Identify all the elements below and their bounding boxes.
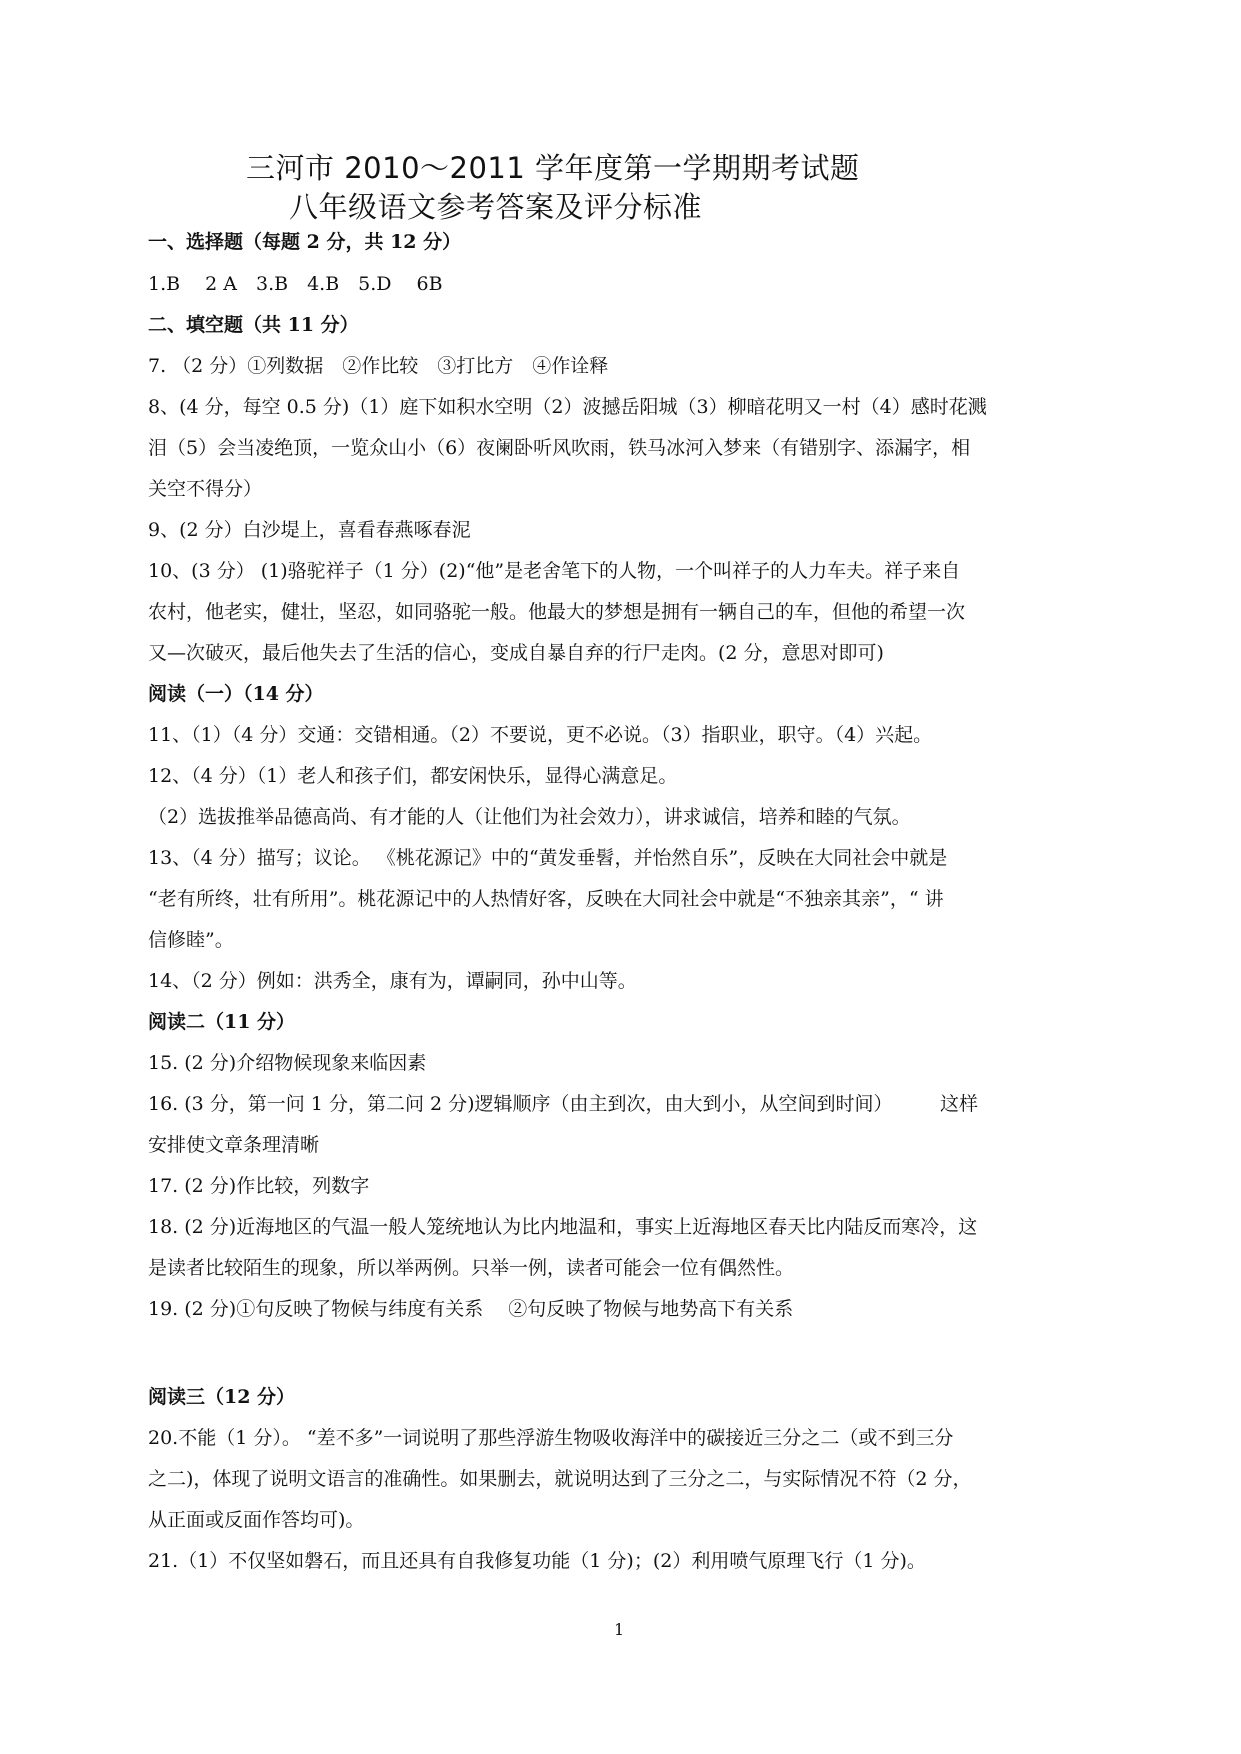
answer-line: 17. (2 分)作比较，列数字 (148, 1175, 370, 1197)
answer-line: 13、（4 分）描写；议论。 《桃花源记》中的“黄发垂髫，并怡然自乐”，反映在大同社会中就是 (148, 847, 948, 869)
answer-line: 12、（4 分）（1）老人和孩子们，都安闲快乐，显得心满意足。 (148, 765, 678, 787)
answer-line: 泪（5）会当凌绝顶，一览众山小（6）夜阑卧听风吹雨，铁马冰河入梦来（有错别字、添漏字，相 (148, 437, 971, 459)
answer-line: 信修睦”。 (148, 929, 234, 951)
answer-line: 14、（2 分）例如：洪秀全，康有为，谭嗣同，孙中山等。 (148, 970, 637, 992)
answer-line: “老有所终，壮有所用”。桃花源记中的人热情好客，反映在大同社会中就是“不独亲其亲”，“ 讲 (148, 888, 944, 910)
answer-line: 16. (3 分，第一问 1 分，第二问 2 分)逻辑顺序（由主到次，由大到小，从空间到时间） 这样 (148, 1093, 979, 1115)
document-title: 三河市 2010～2011 学年度第一学期期考试题 (246, 151, 860, 185)
answer-line: 20.不能（1 分）。 “差不多”一词说明了那些浮游生物吸收海洋中的碳接近三分之二（或不到三分 (148, 1427, 954, 1449)
answer-line: 是读者比较陌生的现象，所以举两例。只举一例，读者可能会一位有偶然性。 (148, 1257, 795, 1279)
section-heading-reading3: 阅读三（12 分） (148, 1386, 296, 1408)
answer-line: 安排使文章条理清晰 (148, 1134, 320, 1156)
answer-line: 15. (2 分)介绍物候现象来临因素 (148, 1052, 427, 1074)
answer-line: 10、(3 分） (1)骆驼祥子（1 分）(2)“他”是老舍笔下的人物，一个叫祥子的人力车夫。祥子来自 (148, 560, 961, 582)
answer-line: （2）选拔推举品德高尚、有才能的人（让他们为社会效力），讲求诚信，培养和睦的气氛。 (148, 806, 911, 828)
answer-line: 21.（1）不仅坚如磐石，而且还具有自我修复功能（1 分)；(2）利用喷气原理飞行（1 分)。 (148, 1550, 926, 1572)
section-heading-choice: 一、选择题（每题 2 分，共 12 分） (148, 231, 462, 253)
answer-line: 9、(2 分）白沙堤上，喜看春燕啄春泥 (148, 519, 471, 541)
answer-line: 又—次破灭，最后他失去了生活的信心，变成自暴自弃的行尸走肉。(2 分，意思对即可) (148, 642, 884, 664)
answer-line: 19. (2 分)①句反映了物候与纬度有关系 ②句反映了物候与地势高下有关系 (148, 1298, 794, 1320)
section-heading-fill: 二、填空题（共 11 分） (148, 314, 359, 336)
answer-line: 从正面或反面作答均可)。 (148, 1509, 365, 1531)
answer-line: 1.B 2 A 3.B 4.B 5.D 6B (148, 273, 443, 295)
document-subtitle: 八年级语文参考答案及评分标准 (289, 190, 703, 224)
page-number: 1 (614, 1620, 625, 1639)
answer-line: 18. (2 分)近海地区的气温一般人笼统地认为比内地温和，事实上近海地区春天比内陆反而寒冷，这 (148, 1216, 978, 1238)
section-heading-reading2: 阅读二（11 分） (148, 1011, 296, 1033)
answer-line: 关空不得分） (148, 478, 263, 500)
answer-line: 7. （2 分）①列数据 ②作比较 ③打比方 ④作诠释 (148, 355, 609, 377)
answer-line: 8、(4 分，每空 0.5 分)（1）庭下如积水空明（2）波撼岳阳城（3）柳暗花明又一村（4）感时花溅 (148, 396, 987, 418)
answer-line: 11、（1）（4 分）交通：交错相通。（2）不要说，更不必说。（3）指职业，职守。（4）兴起。 (148, 724, 933, 746)
section-heading-reading1: 阅读（一）（14 分） (148, 683, 324, 705)
answer-line: 之二)，体现了说明文语言的准确性。如果删去，就说明达到了三分之二，与实际情况不符（2 分， (148, 1468, 972, 1490)
answer-line: 农村，他老实，健壮，坚忍，如同骆驼一般。他最大的梦想是拥有一辆自己的车，但他的希望一次 (148, 601, 966, 623)
